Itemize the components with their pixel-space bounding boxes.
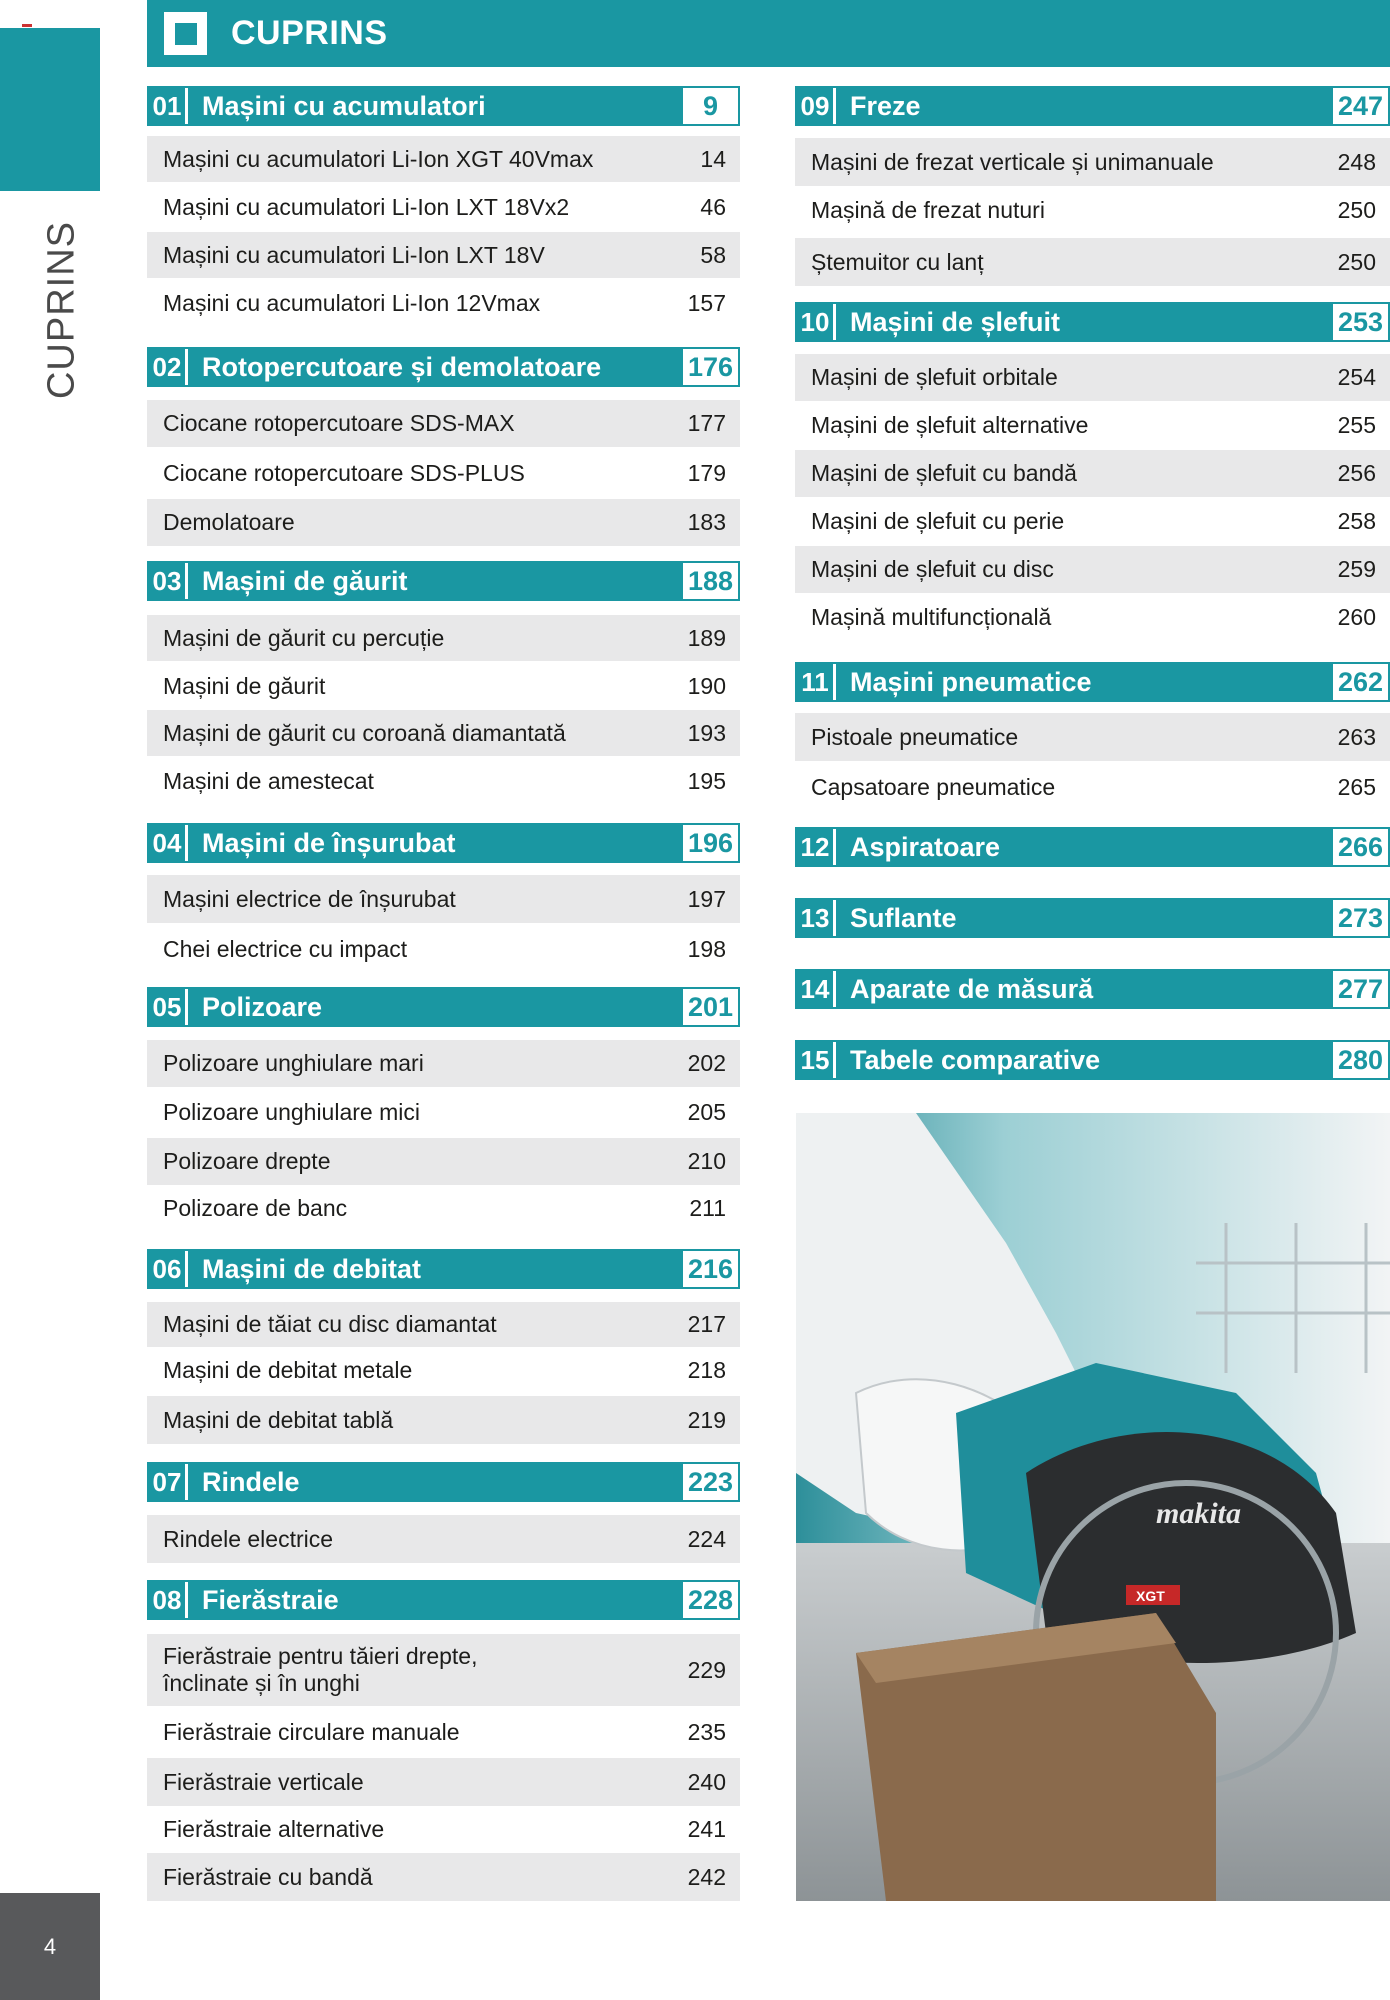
item-page: 254	[1337, 364, 1376, 390]
toc-section[interactable]	[795, 86, 1390, 126]
item-label: Mașină multifuncțională	[811, 604, 1052, 630]
item-page: 240	[687, 1768, 726, 1795]
item-page: 260	[1337, 604, 1376, 630]
item-page: 189	[687, 624, 726, 651]
toc-section[interactable]	[147, 987, 740, 1027]
item-page: 250	[1337, 248, 1376, 275]
section-number: 04	[149, 825, 188, 861]
section-page: 273	[1333, 900, 1388, 936]
item-label: Mașină de frezat nuturi	[811, 196, 1045, 223]
section-title: Tabele comparative	[850, 1044, 1101, 1075]
item-page: 235	[687, 1718, 726, 1745]
item-page: 250	[1337, 196, 1376, 223]
xgt-badge-label: XGT	[1136, 1588, 1165, 1604]
toc-right-column	[795, 0, 1390, 1110]
toc-section[interactable]	[147, 1580, 740, 1620]
toc-item[interactable]	[795, 546, 1390, 593]
toc-section[interactable]	[795, 969, 1390, 1009]
item-label: Ștemuitor cu lanț	[811, 248, 984, 275]
brand-logo: makita	[1156, 1497, 1242, 1530]
item-label: Mașini de frezat verticale și unimanuale	[811, 148, 1214, 175]
toc-section[interactable]	[147, 1249, 740, 1289]
section-number: 15	[797, 1042, 836, 1078]
section-title: Aparate de măsură	[850, 973, 1094, 1004]
item-label: Fierăstraie alternative	[163, 1815, 385, 1842]
item-page: 190	[687, 672, 726, 699]
item-label: Mașini cu acumulatori Li-Ion 12Vmax	[163, 289, 541, 316]
toc-item[interactable]	[147, 925, 740, 973]
item-label: Fierăstraie verticale	[163, 1768, 364, 1795]
section-title: Rotopercutoare și demolatoare	[202, 351, 602, 382]
toc-item[interactable]	[147, 1758, 740, 1806]
item-page: 229	[687, 1656, 726, 1683]
toc-section[interactable]	[147, 347, 740, 387]
item-label: Mașini de șlefuit cu bandă	[811, 460, 1077, 486]
item-label: Mașini de tăiat cu disc diamantat	[163, 1311, 497, 1337]
item-label: Polizoare drepte	[163, 1148, 331, 1174]
toc-item[interactable]	[795, 498, 1390, 545]
item-page: 202	[687, 1050, 726, 1076]
toc-item[interactable]	[795, 402, 1390, 449]
toc-item[interactable]	[147, 1708, 740, 1756]
toc-left-column	[147, 0, 740, 2000]
item-page: 157	[687, 289, 726, 316]
section-title: Aspiratoare	[850, 831, 1001, 862]
item-page: 14	[700, 145, 726, 172]
item-label: Mașini de șlefuit cu perie	[811, 508, 1065, 534]
toc-item[interactable]	[147, 1040, 740, 1087]
item-label: Ciocane rotopercutoare SDS-PLUS	[163, 460, 525, 486]
section-page: 228	[683, 1582, 738, 1618]
toc-item[interactable]	[147, 710, 740, 756]
section-page: 277	[1333, 971, 1388, 1007]
section-page: 247	[1333, 88, 1388, 124]
item-page: 205	[687, 1099, 726, 1125]
toc-item[interactable]	[795, 354, 1390, 401]
toc-item[interactable]	[147, 1396, 740, 1444]
item-page: 259	[1337, 556, 1376, 582]
toc-section[interactable]	[147, 1462, 740, 1502]
toc-item[interactable]	[795, 238, 1390, 286]
toc-item[interactable]	[147, 758, 740, 804]
section-page: 188	[683, 563, 738, 599]
item-label: Demolatoare	[163, 509, 295, 535]
section-title: Mașini pneumatice	[850, 666, 1092, 697]
toc-item[interactable]	[147, 1515, 740, 1563]
section-title: Mașini de înșurubat	[202, 827, 456, 858]
section-page: 201	[683, 989, 738, 1025]
toc-item[interactable]	[147, 1089, 740, 1136]
toc-item[interactable]	[795, 138, 1390, 186]
toc-item[interactable]	[147, 1348, 740, 1393]
item-label: Chei electrice cu impact	[163, 935, 408, 962]
section-number: 12	[797, 829, 836, 865]
item-label: Fierăstraie pentru tăieri drepte, înclinate și în unghi	[163, 1643, 478, 1696]
toc-item[interactable]	[147, 184, 740, 230]
sidebar-tab	[0, 28, 100, 191]
item-label: Mașini cu acumulatori Li-Ion XGT 40Vmax	[163, 145, 594, 172]
item-page: 177	[687, 410, 726, 436]
item-label: Polizoare de banc	[163, 1195, 348, 1221]
toc-item[interactable]	[147, 499, 740, 546]
section-title: Rindele	[202, 1466, 300, 1497]
item-page: 258	[1337, 508, 1376, 534]
item-page: 198	[687, 935, 726, 962]
toc-section[interactable]	[795, 827, 1390, 867]
item-label: Mașini de debitat tablă	[163, 1406, 394, 1433]
section-title: Polizoare	[202, 991, 323, 1022]
item-page: 183	[687, 509, 726, 535]
section-title: Mașini de găurit	[202, 565, 408, 596]
toc-item[interactable]	[147, 1302, 740, 1347]
toc-section[interactable]	[795, 898, 1390, 938]
item-label: Fierăstraie cu bandă	[163, 1863, 373, 1890]
item-page: 219	[687, 1406, 726, 1433]
item-page: 210	[687, 1148, 726, 1174]
item-label: Mașini cu acumulatori Li-Ion LXT 18V	[163, 241, 545, 268]
section-number: 02	[149, 349, 188, 385]
section-number: 06	[149, 1251, 188, 1287]
item-page: 195	[687, 767, 726, 794]
section-page: 216	[683, 1251, 738, 1287]
item-label: Capsatoare pneumatice	[811, 773, 1056, 800]
section-title: Fierăstraie	[202, 1584, 339, 1615]
item-page: 218	[687, 1357, 726, 1383]
toc-section[interactable]	[795, 662, 1390, 702]
item-page: 248	[1337, 148, 1376, 175]
item-label: Ciocane rotopercutoare SDS-MAX	[163, 410, 515, 436]
toc-item[interactable]	[795, 594, 1390, 641]
section-number: 07	[149, 1464, 188, 1500]
section-number: 03	[149, 563, 188, 599]
item-page: 217	[687, 1311, 726, 1337]
item-label: Mașini de șlefuit alternative	[811, 412, 1089, 438]
section-number: 09	[797, 88, 836, 124]
toc-item[interactable]	[147, 1634, 740, 1706]
item-page: 193	[687, 719, 726, 746]
item-label: Mașini de găurit cu coroană diamantată	[163, 719, 566, 746]
page-title: CUPRINS	[231, 14, 388, 52]
toc-item[interactable]	[147, 400, 740, 447]
item-page: 241	[687, 1815, 726, 1842]
item-page: 179	[687, 460, 726, 486]
toc-item[interactable]	[147, 1806, 740, 1852]
section-title: Suflante	[850, 902, 957, 933]
item-label: Mașini de șlefuit cu disc	[811, 556, 1054, 582]
toc-section[interactable]	[795, 1040, 1390, 1080]
toc-item[interactable]	[147, 1138, 740, 1185]
item-label: Mașini electrice de înșurubat	[163, 885, 456, 912]
section-page: 262	[1333, 664, 1388, 700]
sidebar-label: CUPRINS	[40, 220, 83, 400]
toc-item[interactable]	[795, 186, 1390, 234]
item-page: 265	[1337, 773, 1376, 800]
toc-section[interactable]	[147, 86, 740, 126]
item-label: Pistoale pneumatice	[811, 723, 1019, 750]
item-label: Mașini de debitat metale	[163, 1357, 413, 1383]
cutter-illustration	[796, 1113, 1390, 1901]
section-number: 14	[797, 971, 836, 1007]
toc-item[interactable]	[795, 450, 1390, 497]
section-page: 253	[1333, 304, 1388, 340]
section-number: 11	[797, 664, 836, 700]
section-page: 266	[1333, 829, 1388, 865]
item-page: 224	[687, 1525, 726, 1552]
section-page: 280	[1333, 1042, 1388, 1078]
section-number: 01	[149, 88, 188, 124]
item-label: Fierăstraie circulare manuale	[163, 1718, 460, 1745]
toc-section[interactable]	[147, 823, 740, 863]
item-label: Polizoare unghiulare mari	[163, 1050, 424, 1076]
section-number: 08	[149, 1582, 188, 1618]
item-page: 256	[1337, 460, 1376, 486]
item-label: Rindele electrice	[163, 1525, 334, 1552]
toc-item[interactable]	[147, 232, 740, 278]
section-title: Mașini cu acumulatori	[202, 90, 486, 121]
item-page: 197	[687, 885, 726, 912]
item-page: 46	[700, 193, 726, 220]
toc-item[interactable]	[147, 1853, 740, 1901]
toc-item[interactable]	[147, 875, 740, 923]
section-number: 10	[797, 304, 836, 340]
item-label: Mașini de găurit	[163, 672, 326, 699]
section-title: Mașini de debitat	[202, 1253, 422, 1284]
corner-mark	[22, 24, 32, 27]
section-page: 223	[683, 1464, 738, 1500]
item-page: 263	[1337, 723, 1376, 750]
page-number: 4	[0, 1893, 100, 2000]
item-label: Mașini de găurit cu percuție	[163, 624, 445, 651]
section-title: Freze	[850, 90, 921, 121]
toc-item[interactable]	[147, 280, 740, 326]
toc-item[interactable]	[147, 450, 740, 497]
section-title: Mașini de șlefuit	[850, 306, 1061, 337]
section-page: 9	[683, 88, 738, 124]
item-label: Polizoare unghiulare mici	[163, 1099, 420, 1125]
toc-item[interactable]	[147, 1185, 740, 1232]
product-photo	[796, 1113, 1390, 1901]
item-label: Mașini cu acumulatori Li-Ion LXT 18Vx2	[163, 193, 570, 220]
item-page: 58	[700, 241, 726, 268]
toc-item[interactable]	[147, 663, 740, 709]
section-page: 196	[683, 825, 738, 861]
item-label: Mașini de amestecat	[163, 767, 374, 794]
toc-section[interactable]	[795, 302, 1390, 342]
toc-item[interactable]	[147, 615, 740, 661]
toc-item[interactable]	[795, 713, 1390, 761]
toc-section[interactable]	[147, 561, 740, 601]
item-page: 242	[687, 1863, 726, 1890]
toc-item[interactable]	[795, 763, 1390, 811]
section-number: 13	[797, 900, 836, 936]
item-page: 211	[689, 1195, 726, 1221]
section-number: 05	[149, 989, 188, 1025]
toc-item[interactable]	[147, 136, 740, 182]
item-page: 255	[1337, 412, 1376, 438]
section-page: 176	[683, 349, 738, 385]
item-label: Mașini de șlefuit orbitale	[811, 364, 1058, 390]
